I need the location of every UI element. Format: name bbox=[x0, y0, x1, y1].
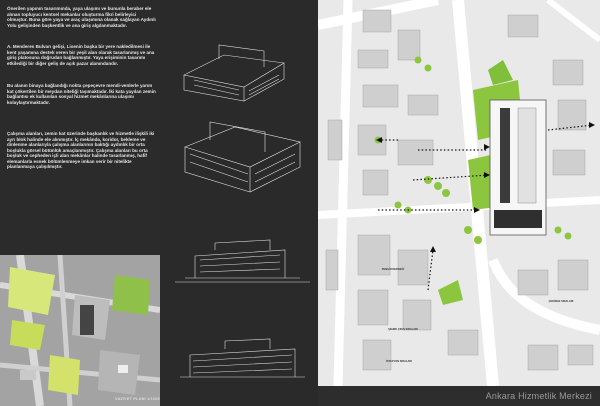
description-paragraph-3: Bu alanın binaya bağlandığı nokta çepeçevre mendi-venlerle yarım kat çökertilen bir meydan niteliği taşımaktadır. İki kata yayılan zemin bağlantısı ek kullanılan sosyal hizmet mekânlarına ulaşımı kolaylaştırmaktadır. bbox=[7, 83, 156, 105]
description-paragraph-4: Çalışma alanları, zemin kat üzerinde başkanlık ve hizmetle ilişkili iki ayrı blok halinde ele alınmıştır. İç mekânda, koridor, bekleme ve dinlenme alanlarıyla çalışma alanlarının baktığı aydınlık bir orta boşlukla görsel bütünlük amaçlanmıştır. Çalışma alanları bu orta boşluk ve cepheden içli alan mekânlar halinde tasarlanmış, hafif elemanlarla esnek bölümlenmeye imkan verir bir nitelikte planlanmaya çalışılmıştır. bbox=[7, 131, 155, 169]
sketch-elevation-2 bbox=[175, 335, 310, 385]
description-panel bbox=[0, 0, 160, 255]
map-label-4: ÇEKİNGE SIRALARI bbox=[548, 300, 574, 303]
map-label-3: İSTASYON SIRALARI bbox=[385, 360, 413, 363]
description-paragraph-1: Önerilen yapının tasarımında, yaya ulaşımı ve bununla beraber ele alınan topluyucı kentsel mekanlar oluşturma fikri belirleyici olmuştur. Buna göre yaya ve araç ulaşımına olanak sağlayan Aydınlı Yolu gelişinden başkentlik ve ana giriş algılanmaktadır. bbox=[7, 6, 156, 28]
description-paragraph-2: A. Menderes Bulvarı gelişi, Lisenin başka bir yere nakledilmesi ile kent yaşamına destek veren bir yeşil alan olarak tasarlanmış ve ana giriş platosuna doğrudan bağlanmıştır. Yaya erişiminin tasarımı etkilediği bir diğer geliş de açık pazar alanındandır. bbox=[7, 44, 155, 66]
sketch-perspective-1 bbox=[164, 35, 314, 105]
sketch-elevation-1 bbox=[175, 238, 310, 288]
site-plan-thumbnail bbox=[0, 255, 160, 406]
perspective-sketches-panel bbox=[160, 0, 318, 406]
sketch-perspective-2 bbox=[170, 112, 310, 197]
board-title: Ankara Hizmetlik Merkezi bbox=[485, 391, 592, 401]
site-plan-scale-label: VAZİYET PLANI 1/1000 bbox=[115, 397, 160, 401]
map-label-1: PENGİR DERNEĞİ bbox=[381, 268, 405, 271]
main-site-plan-drawing bbox=[318, 0, 600, 386]
map-label-2: ŞEHRE ÇIKIŞ SIRALARI bbox=[388, 328, 418, 331]
site-plan-drawing bbox=[0, 255, 160, 406]
main-site-plan bbox=[318, 0, 600, 386]
